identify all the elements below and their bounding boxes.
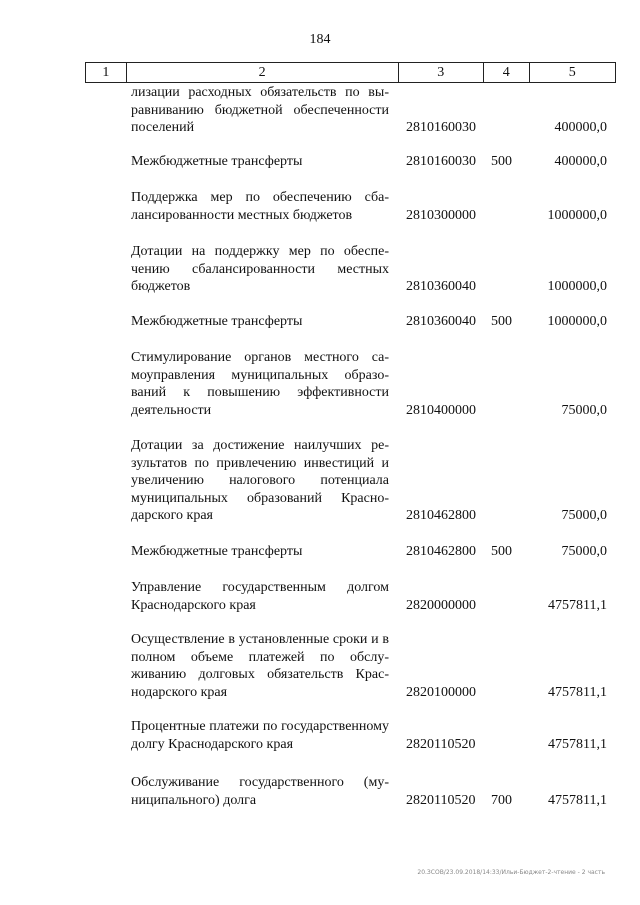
row-code: 2810160030 <box>406 120 476 135</box>
row-name: Межбюджетные трансферты <box>131 544 303 559</box>
row-vr: 500 <box>491 154 512 169</box>
page-number: 184 <box>309 32 331 47</box>
row-name: Межбюджетные трансферты <box>131 314 303 329</box>
row-code: 2810360040 <box>406 279 476 294</box>
row-amount: 4757811,1 <box>548 597 607 613</box>
row-name: Дотации за достижение наилучших результатов по привлечению инвестиций и увеличению налогового потенциала муниципальных образований Краснодарского края <box>131 438 389 523</box>
column-header-1: 1 <box>102 65 110 80</box>
row-amount: 75000,0 <box>561 508 607 523</box>
row-name: Управление государственным долгом Краснодарского края <box>131 580 389 613</box>
document-footer-stamp: 20.ЗСОВ/23.09.2018/14:33/Ильи-Бюджет-2-чтение - 2 часть <box>417 869 605 876</box>
row-code: 2810462800 <box>406 544 476 559</box>
row-code: 2810462800 <box>406 508 476 523</box>
column-header-2: 2 <box>126 63 398 83</box>
column-header-3: 3 <box>398 63 483 83</box>
row-amount: 4757811,1 <box>548 736 607 752</box>
column-header-4: 4 <box>483 63 529 83</box>
row-code: 2810400000 <box>406 402 476 418</box>
row-vr: 700 <box>491 792 512 808</box>
row-amount: 1000000,0 <box>547 279 607 294</box>
row-code: 2810160030 <box>406 154 476 169</box>
row-amount: 1000000,0 <box>547 207 607 223</box>
row-name: Осуществление в установленные сроки и в полном объеме платежей по обслуживанию долговых обязательств Краснодарского края <box>131 632 389 700</box>
row-code: 2820100000 <box>406 684 476 700</box>
column-header-5: 5 <box>529 63 615 83</box>
row-amount: 400000,0 <box>554 154 607 169</box>
row-code: 2820110520 <box>406 736 476 752</box>
row-name: Процентные платежи по государственному долгу Краснодарского края <box>131 719 389 752</box>
row-vr: 500 <box>491 544 512 559</box>
row-amount: 4757811,1 <box>548 684 607 700</box>
row-vr: 500 <box>491 314 512 329</box>
row-amount: 1000000,0 <box>547 314 607 329</box>
row-name: Обслуживание государственного (муниципального) долга <box>131 775 389 808</box>
row-code: 2810360040 <box>406 314 476 329</box>
row-amount: 400000,0 <box>554 120 607 135</box>
row-name: Дотации на поддержку мер по обеспечению сбалансированности местных бюджетов <box>131 244 389 294</box>
row-amount: 75000,0 <box>561 544 607 559</box>
row-name: лизации расходных обязательств по выравниванию бюджетной обеспеченности поселений <box>131 85 389 135</box>
row-name: Поддержка мер по обеспечению сбалансированности местных бюджетов <box>131 190 389 223</box>
row-amount: 4757811,1 <box>548 792 607 808</box>
row-code: 2810300000 <box>406 207 476 223</box>
row-amount: 75000,0 <box>561 402 607 418</box>
row-code: 2820000000 <box>406 597 476 613</box>
row-code: 2820110520 <box>406 792 476 808</box>
row-name: Стимулирование органов местного самоуправления муниципальных образований к повышению эффективности деятельности <box>131 350 389 418</box>
row-name: Межбюджетные трансферты <box>131 154 303 169</box>
